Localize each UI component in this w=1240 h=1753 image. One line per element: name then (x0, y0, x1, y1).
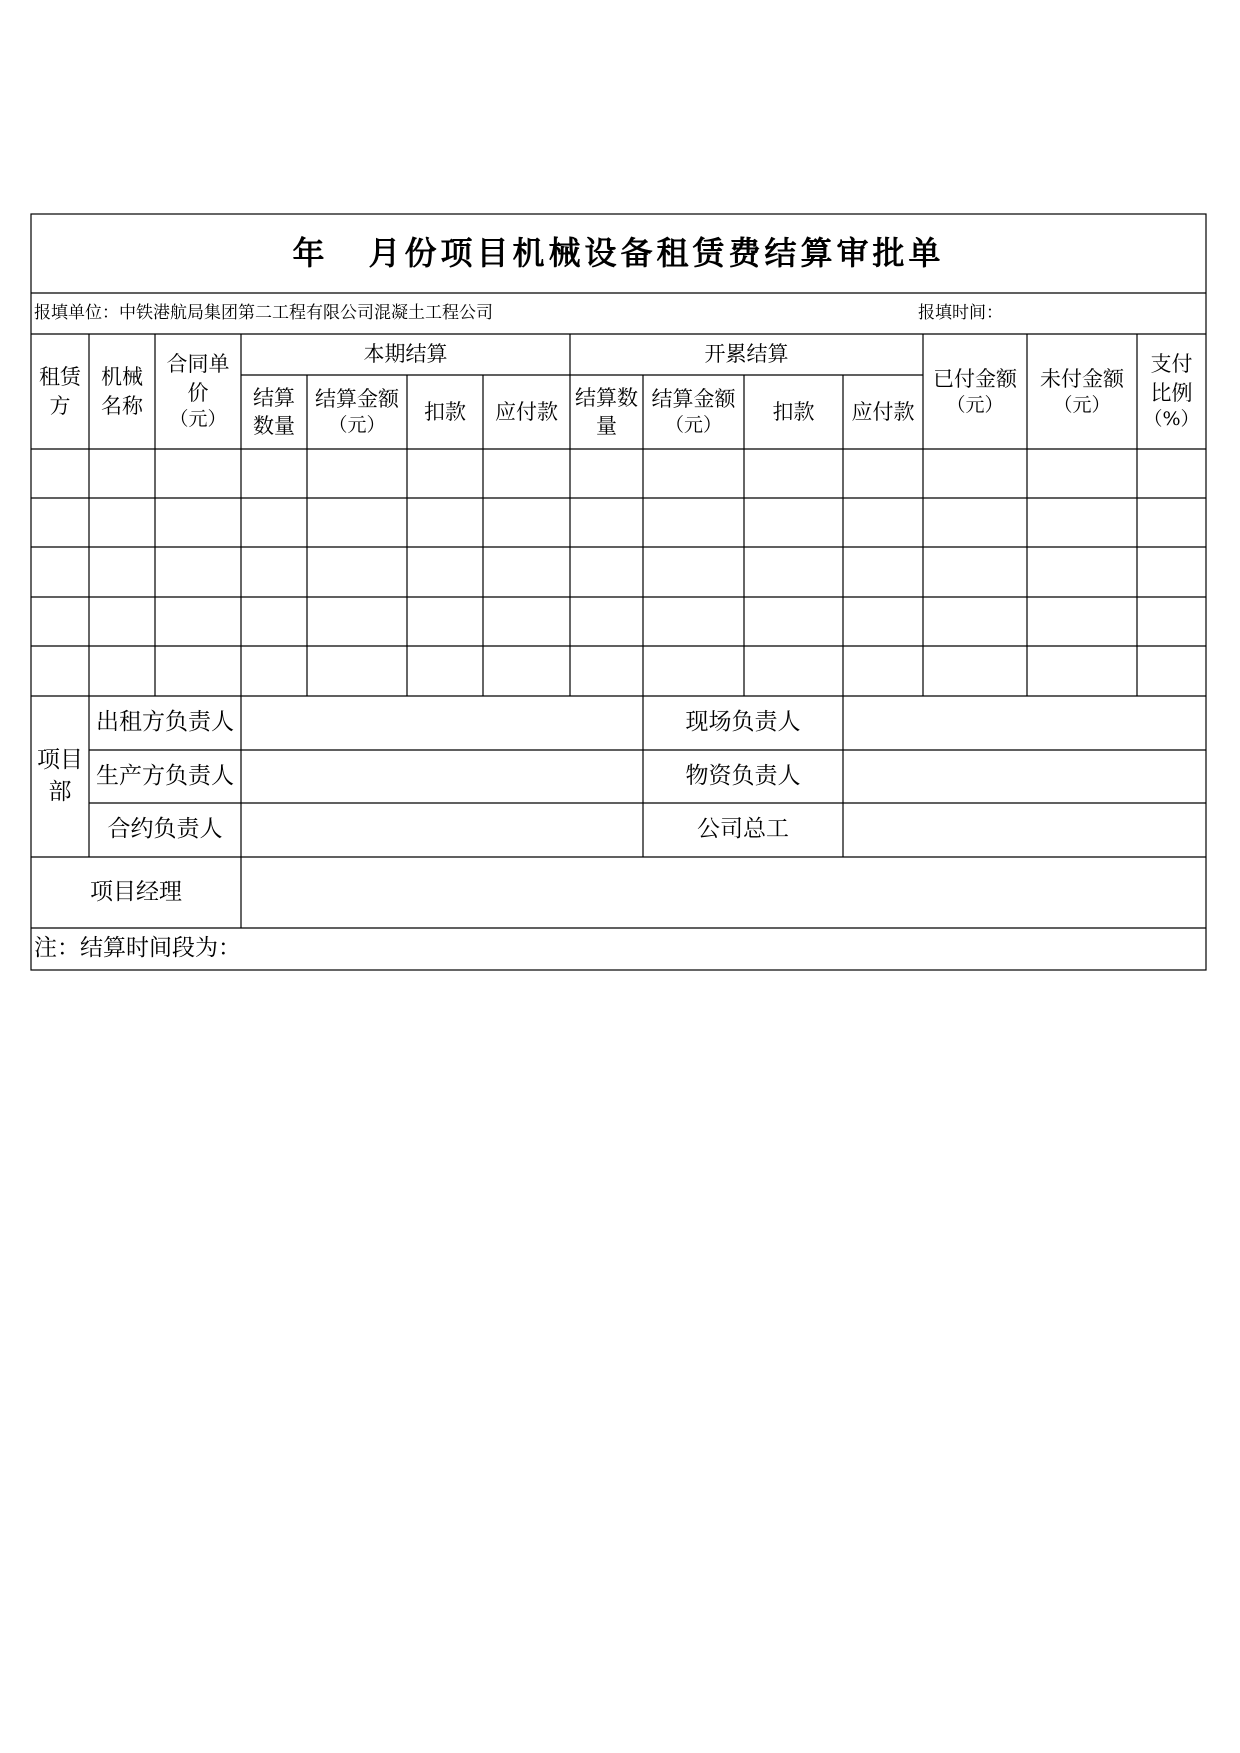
table-cell[interactable] (241, 597, 307, 646)
contract-head-label: 合约负责人 (107, 816, 223, 843)
header-machine-line1: 机械 (101, 365, 143, 390)
header-cum-qty-line2: 量 (596, 414, 617, 438)
header-cum-amount-line1: 结算金额 (651, 387, 736, 411)
table-cell[interactable] (241, 646, 307, 696)
table-cell[interactable] (843, 646, 923, 696)
table-cell[interactable] (307, 547, 407, 597)
table-cell[interactable] (643, 449, 744, 498)
header-unpaid-line1: 未付金额 (1040, 366, 1124, 391)
table-cell[interactable] (407, 498, 483, 547)
header-price-unit: （元） (169, 408, 227, 431)
table-cell[interactable] (31, 449, 89, 498)
table-cell[interactable] (307, 646, 407, 696)
reporting-unit: 报填单位：中铁港航局集团第二工程有限公司混凝土工程公司 (34, 303, 493, 324)
table-cell[interactable] (923, 646, 1027, 696)
header-cum-deduction: 扣款 (772, 399, 815, 424)
table-cell[interactable] (570, 597, 643, 646)
table-cell[interactable] (241, 449, 307, 498)
chief-engineer-label: 公司总工 (697, 816, 789, 843)
project-dept-line1: 项目 (37, 747, 83, 774)
table-cell[interactable] (570, 498, 643, 547)
table-cell[interactable] (483, 498, 570, 547)
header-paid-amount (923, 334, 1027, 449)
table-cell[interactable] (155, 547, 241, 597)
header-cum-settlement-amount (643, 375, 744, 449)
table-cell[interactable] (570, 646, 643, 696)
material-head-field[interactable] (843, 750, 1206, 803)
table-cell[interactable] (1027, 597, 1137, 646)
table-cell[interactable] (923, 547, 1027, 597)
project-manager-label: 项目经理 (90, 878, 182, 905)
table-cell[interactable] (31, 646, 89, 696)
project-dept-label (31, 696, 89, 857)
table-cell[interactable] (1137, 498, 1206, 547)
header-settlement-qty (241, 375, 307, 449)
table-cell[interactable] (843, 498, 923, 547)
header-cum-settlement-qty (570, 375, 643, 449)
header-ratio-unit: （%） (1143, 408, 1200, 431)
table-cell[interactable] (1027, 646, 1137, 696)
header-unpaid-amount (1027, 334, 1137, 449)
header-qty-line2: 数量 (253, 414, 295, 438)
table-cell[interactable] (923, 449, 1027, 498)
table-cell[interactable] (407, 449, 483, 498)
table-cell[interactable] (89, 646, 155, 696)
header-contract-price (155, 334, 241, 449)
site-head-field[interactable] (843, 696, 1206, 750)
table-cell[interactable] (570, 449, 643, 498)
header-cum-payable: 应付款 (851, 399, 915, 424)
header-unpaid-unit: （元） (1053, 393, 1111, 416)
project-dept-line2: 部 (48, 778, 72, 805)
table-cell[interactable] (744, 547, 843, 597)
header-deduction: 扣款 (424, 399, 466, 424)
table-cell[interactable] (31, 547, 89, 597)
production-head-field[interactable] (241, 750, 643, 803)
chief-engineer-field[interactable] (843, 803, 1206, 857)
header-ratio-line1: 支付 (1150, 352, 1193, 377)
table-cell[interactable] (307, 498, 407, 547)
table-cell[interactable] (483, 547, 570, 597)
material-head-label: 物资负责人 (685, 762, 801, 789)
header-lessor-line2: 方 (49, 393, 71, 418)
table-cell[interactable] (1027, 498, 1137, 547)
table-cell[interactable] (155, 597, 241, 646)
table-cell[interactable] (744, 646, 843, 696)
reporting-time-label: 报填时间： (918, 303, 1003, 324)
table-cell[interactable] (1137, 449, 1206, 498)
table-cell[interactable] (1137, 646, 1206, 696)
table-cell[interactable] (407, 646, 483, 696)
table-cell[interactable] (1137, 597, 1206, 646)
header-paid-line1: 已付金额 (933, 366, 1017, 391)
table-cell[interactable] (843, 547, 923, 597)
header-payment-ratio (1137, 334, 1206, 449)
table-cell[interactable] (1027, 449, 1137, 498)
table-cell[interactable] (307, 449, 407, 498)
header-payable: 应付款 (495, 399, 558, 424)
table-cell[interactable] (483, 597, 570, 646)
table-cell[interactable] (643, 498, 744, 547)
table-cell[interactable] (155, 646, 241, 696)
table-cell[interactable] (31, 498, 89, 547)
header-paid-unit: （元） (946, 393, 1004, 416)
header-lessor (31, 334, 89, 449)
header-price-line2: 价 (187, 380, 209, 405)
header-cum-qty-line1: 结算数 (575, 385, 638, 410)
header-current-period: 本期结算 (363, 342, 448, 367)
title-text: 月份项目机械设备租赁费结算审批单 (368, 233, 945, 272)
table-cell[interactable] (923, 498, 1027, 547)
table-cell[interactable] (744, 449, 843, 498)
table-cell[interactable] (241, 498, 307, 547)
table-cell[interactable] (407, 597, 483, 646)
table-cell[interactable] (570, 547, 643, 597)
table-cell[interactable] (155, 498, 241, 547)
header-price-line1: 合同单 (166, 352, 230, 377)
form-title (31, 214, 1206, 293)
table-cell[interactable] (843, 597, 923, 646)
table-cell[interactable] (1027, 547, 1137, 597)
table-cell[interactable] (89, 498, 155, 547)
header-cumulative: 开累结算 (704, 342, 789, 367)
site-head-label: 现场负责人 (685, 709, 801, 736)
lessor-head-label: 出租方负责人 (96, 709, 234, 736)
table-cell[interactable] (89, 547, 155, 597)
header-amount-line1: 结算金额 (315, 387, 399, 411)
table-cell[interactable] (643, 646, 744, 696)
table-cell[interactable] (241, 547, 307, 597)
header-amount-unit: （元） (328, 414, 386, 437)
table-cell[interactable] (1137, 547, 1206, 597)
header-cum-amount-unit: （元） (664, 414, 722, 437)
header-machine-line2: 名称 (101, 393, 143, 418)
table-cell[interactable] (407, 547, 483, 597)
table-cell[interactable] (155, 449, 241, 498)
settlement-period-note: 注：结算时间段为： (34, 935, 241, 962)
header-settlement-amount (307, 375, 407, 449)
table-cell[interactable] (89, 597, 155, 646)
header-lessor-line1: 租赁 (39, 365, 81, 390)
header-ratio-line2: 比例 (1150, 380, 1193, 405)
table-cell[interactable] (307, 597, 407, 646)
table-cell[interactable] (483, 646, 570, 696)
table-cell[interactable] (643, 597, 744, 646)
table-cell[interactable] (31, 597, 89, 646)
table-cell[interactable] (923, 597, 1027, 646)
table-cell[interactable] (483, 449, 570, 498)
header-machine-name (89, 334, 155, 449)
project-manager-field[interactable] (241, 857, 1206, 928)
header-qty-line1: 结算 (253, 385, 295, 410)
table-cell[interactable] (643, 547, 744, 597)
table-cell[interactable] (744, 597, 843, 646)
lessor-head-field[interactable] (241, 696, 643, 750)
contract-head-field[interactable] (241, 803, 643, 857)
production-head-label: 生产方负责人 (96, 762, 234, 789)
title-year: 年 (292, 233, 329, 272)
table-cell[interactable] (89, 449, 155, 498)
table-cell[interactable] (744, 498, 843, 547)
table-cell[interactable] (843, 449, 923, 498)
